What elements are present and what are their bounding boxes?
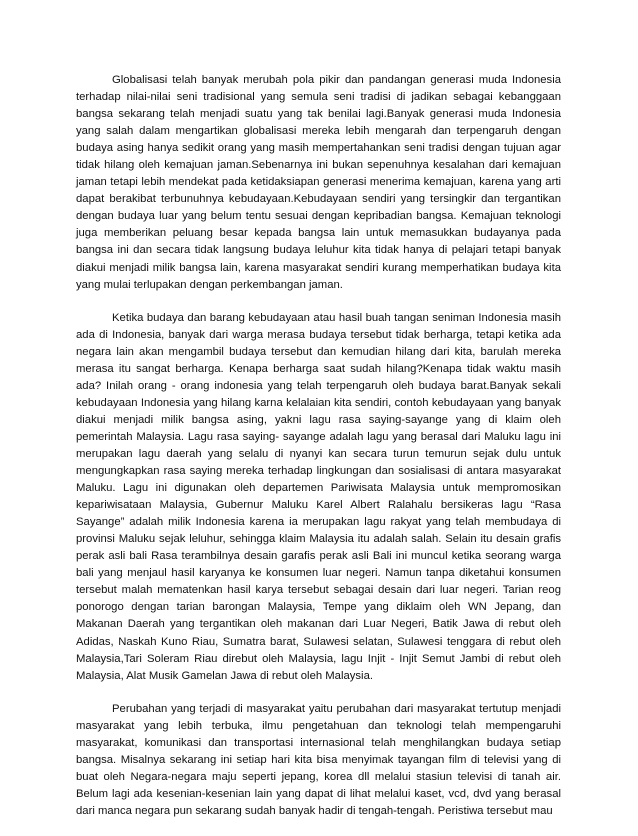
document-page	[76, 72, 561, 836]
paragraph-perubahan-masyarakat: Perubahan yang terjadi di masyarakat yaitu perubahan dari masyarakat tertutup menjadi masyarakat yang lebih terbuka, ilmu pengetahuan dan teknologi telah mempengaruhi masyarakat, komunikasi dan transportasi internasional telah menghilangkan budaya setiap bangsa. Misalnya sekarang ini setiap hari kita bisa menyimak tayangan film di televisi yang di buat oleh Negara-negara maju seperti jepang, korea dll melalui stasiun televisi di tanah air. Belum lagi ada kesenian-kesenian lain yang dapat di lihat melalui kaset, vcd, dvd yang berasal dari manca negara pun sekarang sudah banyak hadir di tengah-tengah. Peristiwa tersebut mau	[76, 702, 561, 817]
paragraph-globalisasi: Globalisasi telah banyak merubah pola pikir dan pandangan generasi muda Indonesia terhadap nilai-nilai seni tradisional yang semula seni tradisi di jadikan sebagai kebanggaan bangsa sekarang telah menjadi suatu yang tak benilai lagi.Banyak generasi muda Indonesia yang salah dalam mengartikan globalisasi mereka lebih mengarah dan terpengaruh dengan budaya asing hanya sedikit orang yang masih mempertahankan seni tradisi dengan tujuan agar tidak hilang oleh kemajuan jaman.Sebenarnya ini bukan sepenuhnya kesalahan dari kemajuan jaman tetapi lebih mendekat pada ketidaksiapan generasi menerima kemajuan, karena yang arti dapat berakibat terbunuhnya kebudayaan.Kebudayaan sendiri yang tersingkir dan tergantikan dengan budaya luar yang belum tentu sesuai dengan kepribadian bangsa. Kemajuan teknologi juga memberikan peluang besar kepada bangsa lain untuk memasukkan budayanya pada bangsa ini dan secara tidak langsung budaya leluhur kita tidak hanya di pelajari tetapi banyak diakui menjadi milik bangsa lain, karena masyarakat sendiri kurang memperhatikan budaya kita yang mulai terlupakan dengan perkembangan jaman.	[76, 74, 561, 291]
paragraph-budaya-diklaim: Ketika budaya dan barang kebudayaan atau hasil buah tangan seniman Indonesia masih ada di Indonesia, banyak dari warga merasa budaya tersebut tidak berharga, tetapi ketika ada negara lain akan mengambil budaya tersebut dan kemudian hilang dari kita, barulah mereka merasa itu sangat berharga. Kenapa berharga saat sudah hilang?Kenapa tidak waktu masih ada? Inilah orang - orang indonesia yang telah terpengaruh oleh budaya barat.Banyak sekali kebudayaan Indonesia yang hilang karna kelalaian kita sendiri, contoh kebudayaan yang banyak diakui menjadi milik bangsa asing, yakni lagu rasa saying-sayange yang di klaim oleh pemerintah Malaysia. Lagu rasa saying- sayange adalah lagu yang berasal dari Maluku lagu ini merupakan lagu daerah yang selalu di nyanyi kan secara turun temurun sejak dulu untuk mengungkapkan rasa saying mereka terhadap lingkungan dan sosialisasi di antara masyarakat Maluku. Lagu ini digunakan oleh departemen Pariwisata Malaysia untuk mempromosikan kepariwisataan Malaysia, Gubernur Maluku Karel Albert Ralahalu bersikeras lagu “Rasa Sayange” adalah milik Indonesia karena ia merupakan lagu rakyat yang telah membudaya di provinsi Maluku sejak leluhur, sehingga klaim Malaysia itu adalah salah. Selain itu desain grafis perak asli bali Rasa terambilnya desain garafis perak asli Bali ini muncul ketika seorang warga bali yang menjaul hasil karyanya ke konsumen luar negeri. Namun tanpa diketahui konsumen tersebut malah mematenkan hasil karya tersebut sebagai desain dari luar negeri. Tarian reog ponorogo dengan tarian barongan Malaysia, Tempe yang diklaim oleh WN Jepang, dan Makanan Daerah yang tergantikan oleh makanan dari Luar Negeri, Batik Jawa di rebut oleh Adidas, Naskah Kuno Riau, Sumatra barat, Sulawesi selatan, Sulawesi tenggara di rebut oleh Malaysia,Tari Soleram Riau direbut oleh Malaysia, lagu Injit - Injit Semut Jambi di rebut oleh Malaysia, Alat Musik Gamelan Jawa di rebut oleh Malaysia.	[76, 311, 561, 682]
